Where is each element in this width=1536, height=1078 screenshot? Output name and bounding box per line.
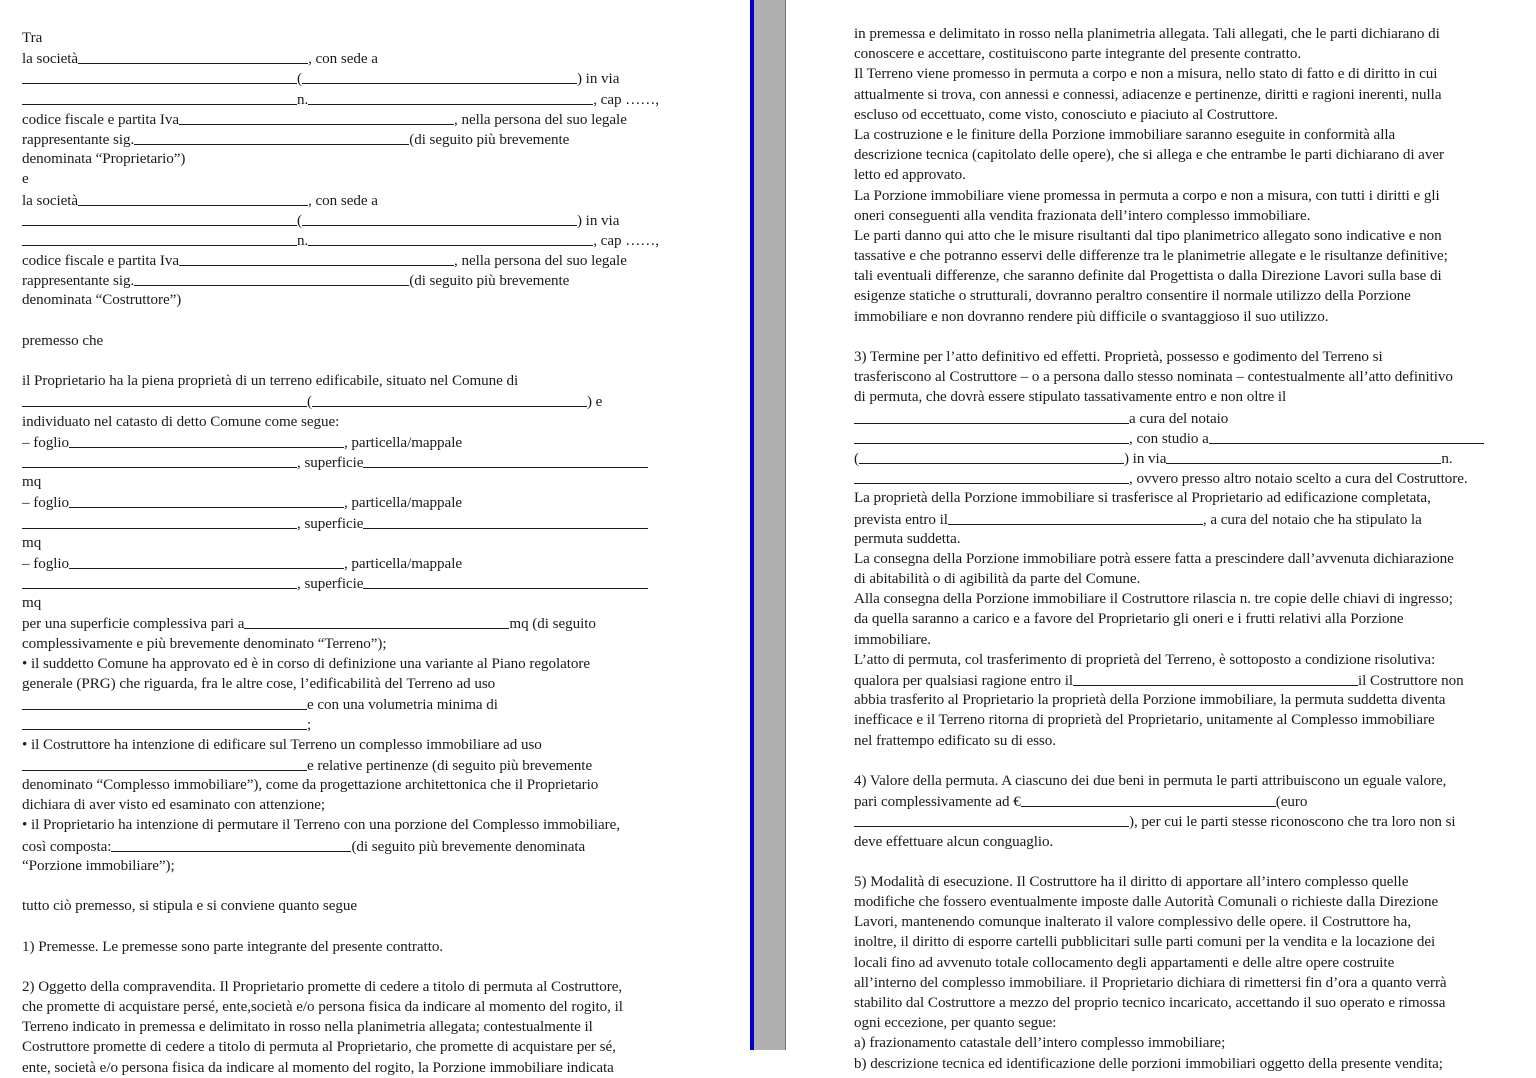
text-line bbox=[854, 832, 1526, 852]
right-page-text-body bbox=[854, 24, 1526, 1074]
line-text: La proprietà della Porzione immobiliare si trasferisce al Proprietario ad edificazione completata, bbox=[854, 490, 1431, 507]
line-text: ( bbox=[297, 71, 302, 88]
blank-field-uso-prg[interactable] bbox=[22, 694, 307, 710]
blank-field-foglio-1[interactable] bbox=[69, 432, 344, 448]
text-line bbox=[22, 856, 690, 876]
line-text: così composta: bbox=[22, 838, 112, 855]
spacer-line bbox=[854, 327, 1526, 347]
blank-field-valore-lettere[interactable] bbox=[854, 811, 1129, 827]
blank-field-superficie-2[interactable] bbox=[363, 513, 648, 529]
line-text: denominata “Proprietario”) bbox=[22, 151, 186, 168]
text-line bbox=[22, 48, 690, 68]
blank-field-prov-1[interactable] bbox=[302, 68, 577, 84]
blank-field-particella-3[interactable] bbox=[22, 573, 297, 589]
clause-1-premesse bbox=[22, 937, 690, 957]
text-line bbox=[854, 24, 1526, 44]
blank-field-particella-1[interactable] bbox=[22, 452, 297, 468]
text-line bbox=[22, 613, 690, 633]
document-page-left bbox=[0, 0, 750, 1076]
line-text: mq bbox=[22, 595, 42, 612]
blank-field-notaio-civico[interactable] bbox=[854, 468, 1129, 484]
bullet-line bbox=[22, 654, 690, 674]
text-line bbox=[854, 932, 1526, 952]
line-text: , superficie bbox=[297, 515, 364, 532]
text-line bbox=[854, 1013, 1526, 1033]
line-text: ogni eccezione, per quanto segue: bbox=[854, 1015, 1057, 1032]
text-line bbox=[22, 210, 690, 230]
line-text: in premessa e delimitato in rosso nella planimetria allegata. Tali allegati, che le parti dichiarano di bbox=[854, 26, 1440, 42]
blank-field-civico-1[interactable] bbox=[308, 89, 593, 105]
text-line bbox=[22, 290, 690, 310]
text-line bbox=[22, 169, 690, 189]
line-text: e bbox=[22, 171, 29, 188]
line-text: Costruttore promette di cedere a titolo di permuta al Proprietario, che promette di acquistare per sé, bbox=[22, 1039, 616, 1056]
text-line bbox=[854, 488, 1526, 508]
section-heading-premesso bbox=[22, 331, 690, 351]
line-text: immobiliare e non dovranno rendere più difficile o svantaggioso il suo utilizzo. bbox=[854, 308, 1329, 325]
text-line bbox=[22, 775, 690, 795]
text-line bbox=[854, 145, 1526, 165]
blank-field-codicefiscale-2[interactable] bbox=[179, 250, 454, 266]
catasto-row bbox=[22, 553, 690, 573]
blank-field-notaio-prov[interactable] bbox=[859, 448, 1124, 464]
text-line bbox=[854, 125, 1526, 145]
text-line bbox=[854, 791, 1526, 811]
blank-field-sede-1[interactable] bbox=[22, 68, 297, 84]
line-text: individuato nel catasto di detto Comune come segue: bbox=[22, 413, 340, 430]
line-text: codice fiscale e partita Iva bbox=[22, 111, 179, 128]
text-line bbox=[854, 731, 1526, 751]
line-text: 3) Termine per l’atto definitivo ed effetti. Proprietà, possesso e godimento del Terreno si bbox=[854, 349, 1383, 366]
text-line bbox=[854, 307, 1526, 327]
line-text: b) descrizione tecnica ed identificazione delle porzioni immobiliari oggetto della presente vendita; bbox=[854, 1055, 1443, 1072]
line-text: Terreno indicato in premessa e delimitato in rosso nella planimetria allegata; contestualmente il bbox=[22, 1019, 593, 1036]
text-line bbox=[854, 64, 1526, 84]
line-text: premesso che bbox=[22, 332, 104, 349]
text-line bbox=[854, 549, 1526, 569]
line-text: inefficace e il Terreno ritorna di proprietà del Proprietario, unitamente al Complesso immobiliare bbox=[854, 712, 1435, 729]
text-line bbox=[854, 509, 1526, 529]
line-text: qualora per qualsiasi ragione entro il bbox=[854, 673, 1073, 690]
line-text: generale (PRG) che riguarda, fra le altre cose, l’edificabilità del Terreno ad uso bbox=[22, 676, 496, 693]
text-line bbox=[854, 246, 1526, 266]
line-text: e con una volumetria minima di bbox=[307, 697, 498, 714]
line-text: dichiara di aver visto ed esaminato con attenzione; bbox=[22, 797, 325, 814]
line-text: a cura del notaio bbox=[1129, 410, 1229, 427]
line-text: ) e bbox=[586, 394, 603, 411]
text-line bbox=[22, 694, 690, 714]
text-line bbox=[22, 1058, 690, 1078]
text-line bbox=[22, 836, 690, 856]
text-line bbox=[854, 286, 1526, 306]
line-text: , con sede a bbox=[308, 51, 378, 68]
text-line bbox=[22, 896, 690, 916]
line-text: 4) Valore della permuta. A ciascuno dei due beni in permuta le parti attribuiscono un eguale valore, bbox=[854, 772, 1447, 789]
line-text: , superficie bbox=[297, 454, 364, 471]
blank-field-rappresentante-2[interactable] bbox=[134, 270, 409, 286]
text-line bbox=[22, 371, 690, 391]
text-line bbox=[854, 186, 1526, 206]
line-text: • il Proprietario ha intenzione di permutare il Terreno con una porzione del Complesso immobiliare, bbox=[22, 817, 620, 834]
text-line bbox=[854, 912, 1526, 932]
line-text: • il Costruttore ha intenzione di edificare sul Terreno un complesso immobiliare ad uso bbox=[22, 736, 542, 753]
line-text: complessivamente e più brevemente denominato “Terreno”); bbox=[22, 635, 387, 652]
line-text: immobiliare. bbox=[854, 631, 931, 648]
line-text: 2) Oggetto della compravendita. Il Proprietario promette di cedere a titolo di permuta al Costruttore, bbox=[22, 978, 623, 995]
text-line bbox=[854, 569, 1526, 589]
blank-field-civico-2[interactable] bbox=[308, 230, 593, 246]
text-line bbox=[854, 710, 1526, 730]
text-line bbox=[22, 190, 690, 210]
line-text: , cap ……, bbox=[593, 232, 660, 249]
text-line bbox=[22, 28, 690, 48]
clause-3-termine bbox=[854, 347, 1526, 367]
line-text: ) in via bbox=[576, 212, 620, 229]
list-item-a bbox=[854, 1033, 1526, 1053]
line-text: – foglio bbox=[22, 495, 69, 512]
bullet-line bbox=[22, 735, 690, 755]
line-text: ( bbox=[854, 450, 859, 467]
blank-field-termine-data[interactable] bbox=[854, 408, 1129, 424]
blank-field-sede-2[interactable] bbox=[22, 210, 297, 226]
line-text: trasferiscono al Costruttore – o a persona dallo stesso nominata – contestualmente all’atto definitivo bbox=[854, 369, 1453, 386]
line-text: n. bbox=[297, 91, 309, 108]
line-text: modifiche che fossero eventualmente imposte dalle Autorità Comunali o richieste dalla Direzione bbox=[854, 894, 1439, 911]
line-text: che promette di acquistare persé, ente,società e/o persona fisica da indicare al momento del rogito, il bbox=[22, 999, 623, 1016]
line-text: 1) Premesse. Le premesse sono parte integrante del presente contratto. bbox=[22, 938, 444, 955]
text-line bbox=[854, 993, 1526, 1013]
blank-field-condizione-termine[interactable] bbox=[1073, 670, 1358, 686]
blank-field-rappresentante-1[interactable] bbox=[134, 129, 409, 145]
line-text: La costruzione e le finiture della Porzione immobiliare saranno eseguite in conformità alla bbox=[854, 126, 1396, 143]
text-line bbox=[22, 109, 690, 129]
blank-field-valore-cifre[interactable] bbox=[1021, 791, 1276, 807]
text-line bbox=[854, 670, 1526, 690]
line-text: denominata “Costruttore”) bbox=[22, 292, 182, 309]
line-text: • il suddetto Comune ha approvato ed è in corso di definizione una variante al Piano regolatore bbox=[22, 655, 591, 672]
line-text: pari complessivamente ad € bbox=[854, 794, 1021, 811]
text-line bbox=[854, 387, 1526, 407]
blank-field-notaio-studio[interactable] bbox=[1209, 428, 1484, 444]
page-divider bbox=[750, 0, 786, 1050]
blank-field-superficie-complessiva[interactable] bbox=[244, 613, 509, 629]
blank-field-superficie-1[interactable] bbox=[363, 452, 648, 468]
line-text: tali eventuali differenze, che saranno definite dal Progettista o dalla Direzione Lavori sulla base di bbox=[854, 268, 1442, 285]
line-text: , nella persona del suo legale bbox=[454, 111, 627, 128]
text-line bbox=[854, 811, 1526, 831]
catasto-row bbox=[22, 513, 690, 533]
spacer-line bbox=[22, 876, 690, 896]
text-line bbox=[22, 270, 690, 290]
line-text: rappresentante sig. bbox=[22, 273, 135, 290]
line-text: , a cura del notaio che ha stipulato la bbox=[1202, 511, 1422, 528]
line-text: il Costruttore non bbox=[1357, 673, 1464, 690]
line-text: di abitabilità o di agibilità da parte del Comune. bbox=[854, 571, 1141, 588]
line-text: , particella/mappale bbox=[343, 434, 462, 451]
catasto-row bbox=[22, 432, 690, 452]
line-text: , con sede a bbox=[308, 192, 378, 209]
blank-field-notaio-via[interactable] bbox=[1166, 448, 1441, 464]
line-text: , con studio a bbox=[1129, 430, 1209, 447]
text-line bbox=[854, 468, 1526, 488]
line-text: Il Terreno viene promesso in permuta a corpo e non a misura, nello stato di fatto e di diritto in cui bbox=[854, 66, 1438, 83]
text-line bbox=[22, 1017, 690, 1037]
text-line bbox=[854, 44, 1526, 64]
blank-field-foglio-2[interactable] bbox=[69, 492, 344, 508]
line-text: mq bbox=[22, 534, 42, 551]
spacer-line bbox=[22, 311, 690, 331]
text-line bbox=[854, 226, 1526, 246]
line-text: mq bbox=[22, 474, 42, 491]
text-line bbox=[854, 85, 1526, 105]
clause-2-oggetto bbox=[22, 977, 690, 997]
line-text: permuta suddetta. bbox=[854, 530, 961, 547]
line-text: ( bbox=[297, 212, 302, 229]
text-line bbox=[22, 795, 690, 815]
line-text: (di seguito più brevemente bbox=[409, 131, 570, 148]
text-line bbox=[22, 755, 690, 775]
line-text: mq (di seguito bbox=[509, 616, 596, 633]
text-line bbox=[22, 129, 690, 149]
blank-field-prov-2[interactable] bbox=[302, 210, 577, 226]
blank-field-codicefiscale-1[interactable] bbox=[179, 109, 454, 125]
spacer-line bbox=[22, 916, 690, 936]
line-text: tutto ciò premesso, si stipula e si conviene quanto segue bbox=[22, 898, 358, 915]
text-line bbox=[22, 230, 690, 250]
line-text: (di seguito più brevemente denominata bbox=[351, 838, 586, 855]
line-text: e relative pertinenze (di seguito più brevemente bbox=[307, 757, 593, 774]
line-text: per una superficie complessiva pari a bbox=[22, 616, 245, 633]
line-text: inoltre, il diritto di esporre cartelli pubblicitari sulle parti comuni per la vendita e la locazione dei bbox=[854, 934, 1436, 951]
catasto-row bbox=[22, 593, 690, 613]
blank-field-societa-1[interactable] bbox=[78, 48, 308, 64]
blank-field-particella-2[interactable] bbox=[22, 513, 297, 529]
line-text: tassative e che potranno esservi delle differenze tra le planimetrie allegate e le risultanze definitive; bbox=[854, 248, 1448, 265]
clause-4-valore bbox=[854, 771, 1526, 791]
blank-field-societa-2[interactable] bbox=[78, 190, 308, 206]
line-text: 5) Modalità di esecuzione. Il Costruttore ha il diritto di apportare all’intero complesso quelle bbox=[854, 873, 1409, 890]
line-text: oneri conseguenti alla vendita frazionata dell’intero complesso immobiliare. bbox=[854, 207, 1311, 224]
text-line bbox=[854, 892, 1526, 912]
line-text: Lavori, mantenendo comunque inalterato il valore complessivo delle opere. il Costruttore ha, bbox=[854, 914, 1412, 931]
line-text: “Porzione immobiliare”); bbox=[22, 857, 175, 874]
line-text: ), per cui le parti stesse riconoscono che tra loro non si bbox=[1129, 814, 1456, 831]
text-line bbox=[22, 391, 690, 411]
line-text: attualmente si trova, con annessi e connessi, adiacenze e pertinenze, diritti e ragioni inerenti, nulla bbox=[854, 86, 1442, 103]
line-text: (di seguito più brevemente bbox=[409, 273, 570, 290]
line-text: Alla consegna della Porzione immobiliare il Costruttore rilascia n. tre copie delle chiavi di ingresso; bbox=[854, 591, 1453, 608]
line-text: ( bbox=[307, 394, 312, 411]
text-line bbox=[854, 690, 1526, 710]
text-line bbox=[854, 953, 1526, 973]
line-text: il Proprietario ha la piena proprietà di un terreno edificabile, situato nel Comune di bbox=[22, 373, 519, 390]
line-text: conoscere e accettare, costituiscono parte integrante del presente contratto. bbox=[854, 46, 1302, 63]
text-line bbox=[854, 266, 1526, 286]
text-line bbox=[854, 650, 1526, 670]
line-text: rappresentante sig. bbox=[22, 131, 135, 148]
text-line bbox=[22, 89, 690, 109]
divider-gray-band bbox=[754, 0, 786, 1050]
catasto-row bbox=[22, 573, 690, 593]
line-text: codice fiscale e partita Iva bbox=[22, 253, 179, 270]
blank-field-volumetria[interactable] bbox=[22, 714, 307, 730]
line-text: – foglio bbox=[22, 555, 69, 572]
document-page-right bbox=[786, 0, 1536, 1072]
line-text: letto ed approvato. bbox=[854, 167, 966, 184]
bullet-line bbox=[22, 815, 690, 835]
spacer-line bbox=[22, 351, 690, 371]
text-line bbox=[854, 589, 1526, 609]
line-text: prevista entro il bbox=[854, 511, 948, 528]
line-text: n. bbox=[1441, 450, 1453, 467]
line-text: denominato “Complesso immobiliare”), come da progettazione architettonica che il Proprietario bbox=[22, 776, 599, 793]
line-text: La Porzione immobiliare viene promessa in permuta a corpo e non a misura, con tutti i diritti e gli bbox=[854, 187, 1440, 204]
line-text: , superficie bbox=[297, 576, 364, 593]
line-text: n. bbox=[297, 232, 309, 249]
text-line bbox=[22, 997, 690, 1017]
line-text: , cap ……, bbox=[593, 91, 660, 108]
line-text: , particella/mappale bbox=[343, 495, 462, 512]
line-text: ) in via bbox=[1123, 450, 1167, 467]
text-line bbox=[22, 674, 690, 694]
catasto-row bbox=[22, 492, 690, 512]
text-line bbox=[22, 634, 690, 654]
text-line bbox=[854, 529, 1526, 549]
line-text: la società bbox=[22, 192, 79, 209]
spacer-line bbox=[854, 751, 1526, 771]
line-text: abbia trasferito al Proprietario la proprietà della Porzione immobiliare, la permuta suddetta diventa bbox=[854, 692, 1446, 709]
line-text: ; bbox=[307, 717, 312, 734]
line-text: ) in via bbox=[576, 71, 620, 88]
blank-field-comune[interactable] bbox=[22, 391, 307, 407]
text-line bbox=[854, 448, 1526, 468]
line-text: , particella/mappale bbox=[343, 555, 462, 572]
blank-field-via-1[interactable] bbox=[22, 89, 297, 105]
line-text: (euro bbox=[1275, 794, 1308, 811]
text-line bbox=[22, 149, 690, 169]
blank-field-uso-complesso[interactable] bbox=[22, 755, 307, 771]
text-line bbox=[854, 105, 1526, 125]
text-line bbox=[854, 165, 1526, 185]
blank-field-prevista-entro[interactable] bbox=[948, 509, 1203, 525]
line-text: esigenze statiche o strutturali, dovranno peraltro consentire il normale utilizzo della Porzione bbox=[854, 288, 1411, 305]
blank-field-porzione-composizione[interactable] bbox=[111, 836, 351, 852]
line-text: – foglio bbox=[22, 434, 69, 451]
text-line bbox=[22, 714, 690, 734]
line-text: Tra bbox=[22, 30, 43, 46]
line-text: La consegna della Porzione immobiliare potrà essere fatta a prescindere dall’avvenuta dichiarazione bbox=[854, 550, 1454, 567]
text-line bbox=[22, 68, 690, 88]
text-line bbox=[22, 250, 690, 270]
list-item-b bbox=[854, 1054, 1526, 1074]
text-line bbox=[22, 1037, 690, 1057]
blank-field-via-2[interactable] bbox=[22, 230, 297, 246]
line-text: escluso od eccettuato, come visto, conosciuto e piaciuto al Costruttore. bbox=[854, 106, 1278, 123]
spacer-line bbox=[854, 852, 1526, 872]
text-line bbox=[854, 973, 1526, 993]
left-page-text-body bbox=[22, 28, 690, 1078]
text-line bbox=[854, 609, 1526, 629]
clause-5-modalita bbox=[854, 872, 1526, 892]
line-text: deve effettuare alcun conguaglio. bbox=[854, 833, 1054, 850]
line-text: Le parti danno qui atto che le misure risultanti dal tipo planimetrico allegato sono indicative e non bbox=[854, 227, 1442, 244]
line-text: descrizione tecnica (capitolato delle opere), che si allega e che entrambe le parti dichiarano di aver bbox=[854, 147, 1444, 164]
line-text: ente, società e/o persona fisica da indicare al momento del rogito, la Porzione immobiliare indicata bbox=[22, 1059, 614, 1076]
text-line bbox=[22, 412, 690, 432]
catasto-row bbox=[22, 452, 690, 472]
line-text: , ovvero presso altro notaio scelto a cura del Costruttore. bbox=[1129, 471, 1468, 488]
line-text: L’atto di permuta, col trasferimento di proprietà del Terreno, è sottoposto a condizione risolutiva: bbox=[854, 651, 1436, 668]
line-text: a) frazionamento catastale dell’intero complesso immobiliare; bbox=[854, 1035, 1226, 1052]
text-line bbox=[854, 367, 1526, 387]
blank-field-notaio-nome[interactable] bbox=[854, 428, 1129, 444]
line-text: stabilito dal Costruttore a mezzo del proprio tecnico incaricato, accettando il suo operato e rimossa bbox=[854, 995, 1446, 1012]
line-text: la società bbox=[22, 51, 79, 68]
text-line bbox=[854, 408, 1526, 428]
catasto-row bbox=[22, 533, 690, 553]
text-line bbox=[854, 630, 1526, 650]
spacer-line bbox=[22, 957, 690, 977]
blank-field-foglio-3[interactable] bbox=[69, 553, 344, 569]
line-text: locali fino ad avvenuto totale collocamento degli appartamenti e delle altre opere costruite bbox=[854, 954, 1395, 971]
text-line bbox=[854, 428, 1526, 448]
blank-field-comune-prov[interactable] bbox=[312, 391, 587, 407]
line-text: da quella saranno a carico e a favore del Proprietario gli oneri e i frutti relativi alla Porzione bbox=[854, 611, 1404, 628]
line-text: nel frattempo edificato su di esso. bbox=[854, 732, 1056, 749]
catasto-row bbox=[22, 472, 690, 492]
blank-field-superficie-3[interactable] bbox=[363, 573, 648, 589]
line-text: , nella persona del suo legale bbox=[454, 253, 627, 270]
line-text: all’interno del complesso immobiliare. il Proprietario dichiara di rimettersi fin d’ora a quanto verrà bbox=[854, 974, 1447, 991]
line-text: di permuta, che dovrà essere stipulato tassativamente entro e non oltre il bbox=[854, 389, 1287, 406]
text-line bbox=[854, 206, 1526, 226]
